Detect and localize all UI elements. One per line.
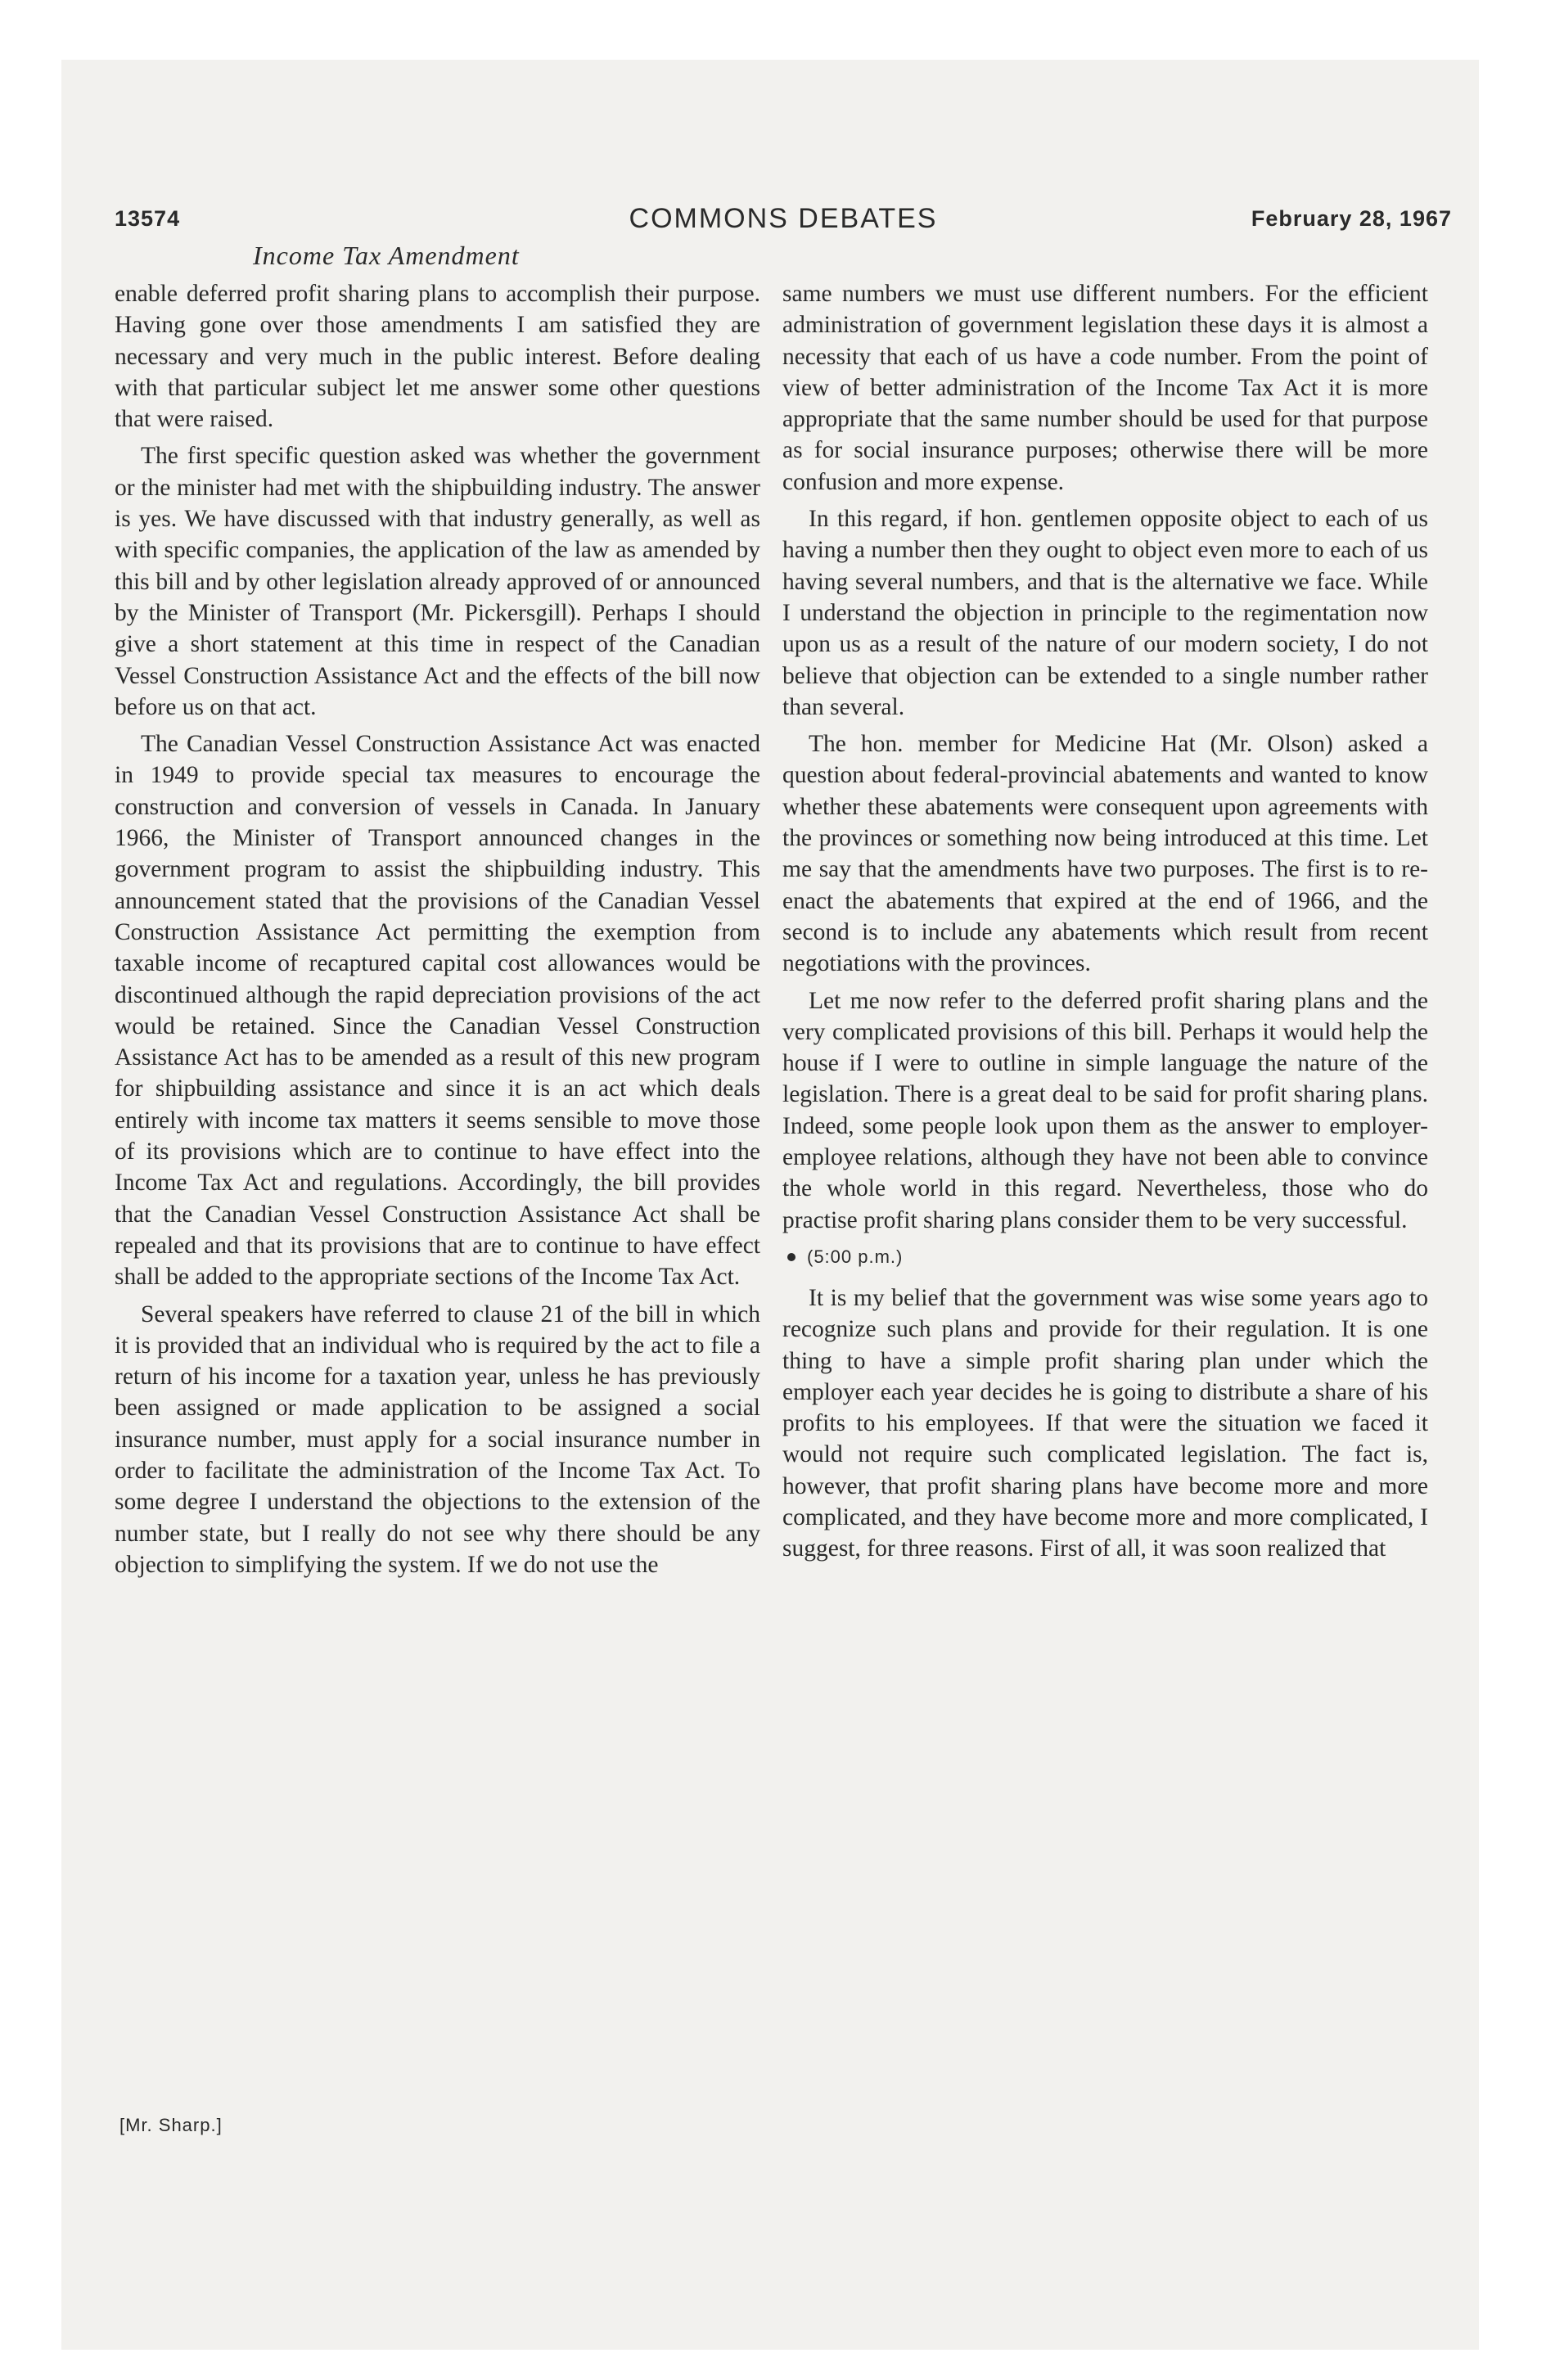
time-marker [782,1242,1428,1273]
time-marker-text: (5:00 p.m.) [807,1246,904,1267]
right-column [782,278,1428,1571]
paragraph: enable deferred profit sharing plans to accomplish their purpose. Having gone over those amendments I am satisfied they are necessary and very much in the public interest. Before dealing with that particular subject let me answer some other questions that were raised. [115,281,760,433]
paragraph: Several speakers have referred to clause 21 of the bill in which it is provided that an individual who is required by the act to file a return of his income for a taxation year, unless he has previously been assigned or made application to be assigned a social insurance number, must apply for a social insurance number in order to facilitate the administration of the Income Tax Act. To some degree I understand the objections to the extension of the number state, but I really do not see why there should be any objection to simplifying the system. If we do not use the [115,1300,760,1578]
paragraph: It is my belief that the government was wise some years ago to recognize such plans and provide for their regulation. It is one thing to have a simple profit sharing plan under which the employer each year decides he is going to distribute a share of his profits to his employees. If that were the situation we faced it would not require such complicated legislation. The fact is, however, that profit sharing plans have become more and more complicated, and they have become more and more complicated, I suggest, for three reasons. First of all, it was soon realized that [782,1284,1428,1562]
paragraph: Let me now refer to the deferred profit sharing plans and the very complicated provisions of this bill. Perhaps it would help the house if I were to outline in simple language the nature of the legislation. There is a great deal to be said for profit sharing plans. Indeed, some people look upon them as the answer to employer-employee relations, although they have not been able to convince the whole world in this regard. Nevertheless, those who do practise profit sharing plans consider them to be very successful. [782,987,1428,1233]
page-number: 13574 [115,206,181,231]
section-title: Income Tax Amendment [253,241,520,270]
left-column [115,278,760,1586]
speaker-signature: [Mr. Sharp.] [119,2115,223,2135]
paragraph: The Canadian Vessel Construction Assistance Act was enacted in 1949 to provide special tax measures to encourage the construction and conversion of vessels in Canada. In January 1966, the Minister of Transport announced changes in the government program to assist the shipbuilding industry. This announcement stated that the provisions of the Canadian Vessel Construction Assistance Act permitting the exemption from taxable income of recaptured capital cost allowances would be discontinued although the rapid depreciation provisions of the act would be retained. Since the Canadian Vessel Construction Assistance Act has to be amended as a result of this new program for shipbuilding assistance and since it is an act which deals entirely with income tax matters it seems sensible to move those of its provisions which are to continue to have effect into the Income Tax Act and regulations. Accordingly, the bill provides that the Canadian Vessel Construction Assistance Act shall be repealed and that its provisions that are to continue to have effect shall be added to the appropriate sections of the Income Tax Act. [115,731,760,1291]
paragraph: The hon. member for Medicine Hat (Mr. Olson) asked a question about federal-provincial abatements and wanted to know whether these abatements were consequent upon agreements with the provinces or something now being introduced at this time. Let me say that the amendments have two purposes. The first is to re-enact the abatements that expired at the end of 1966, and the second is to include any abatements which result from recent negotiations with the provinces. [782,731,1428,977]
paragraph: same numbers we must use different numbers. For the efficient administration of government legislation these days it is almost a necessity that each of us have a code number. From the point of view of better administration of the Income Tax Act it is more appropriate that the same number should be used for that purpose as for social insurance purposes; otherwise there will be more confusion and more expense. [782,281,1428,495]
paragraph: In this regard, if hon. gentlemen opposite object to each of us having a number then they ought to object even more to each of us having several numbers, and that is the alternative we face. While I understand the objection in principle to the regimentation now upon us as a result of the nature of our modern society, I do not believe that objection can be extended to a single number rather than several. [782,506,1428,720]
bullet-icon [787,1253,796,1261]
publication-title: COMMONS DEBATES [629,203,938,234]
issue-date: February 28, 1967 [1251,206,1452,231]
paragraph: The first specific question asked was whether the government or the minister had met with the shipbuilding industry. The answer is yes. We have discussed with that industry generally, as well as with specific companies, the application of the law as amended by this bill and by other legislation already approved of or announced by the Minister of Transport (Mr. Pickersgill). Perhaps I should give a short statement at this time in respect of the Canadian Vessel Construction Assistance Act and the effects of the bill now before us on that act. [115,443,760,720]
